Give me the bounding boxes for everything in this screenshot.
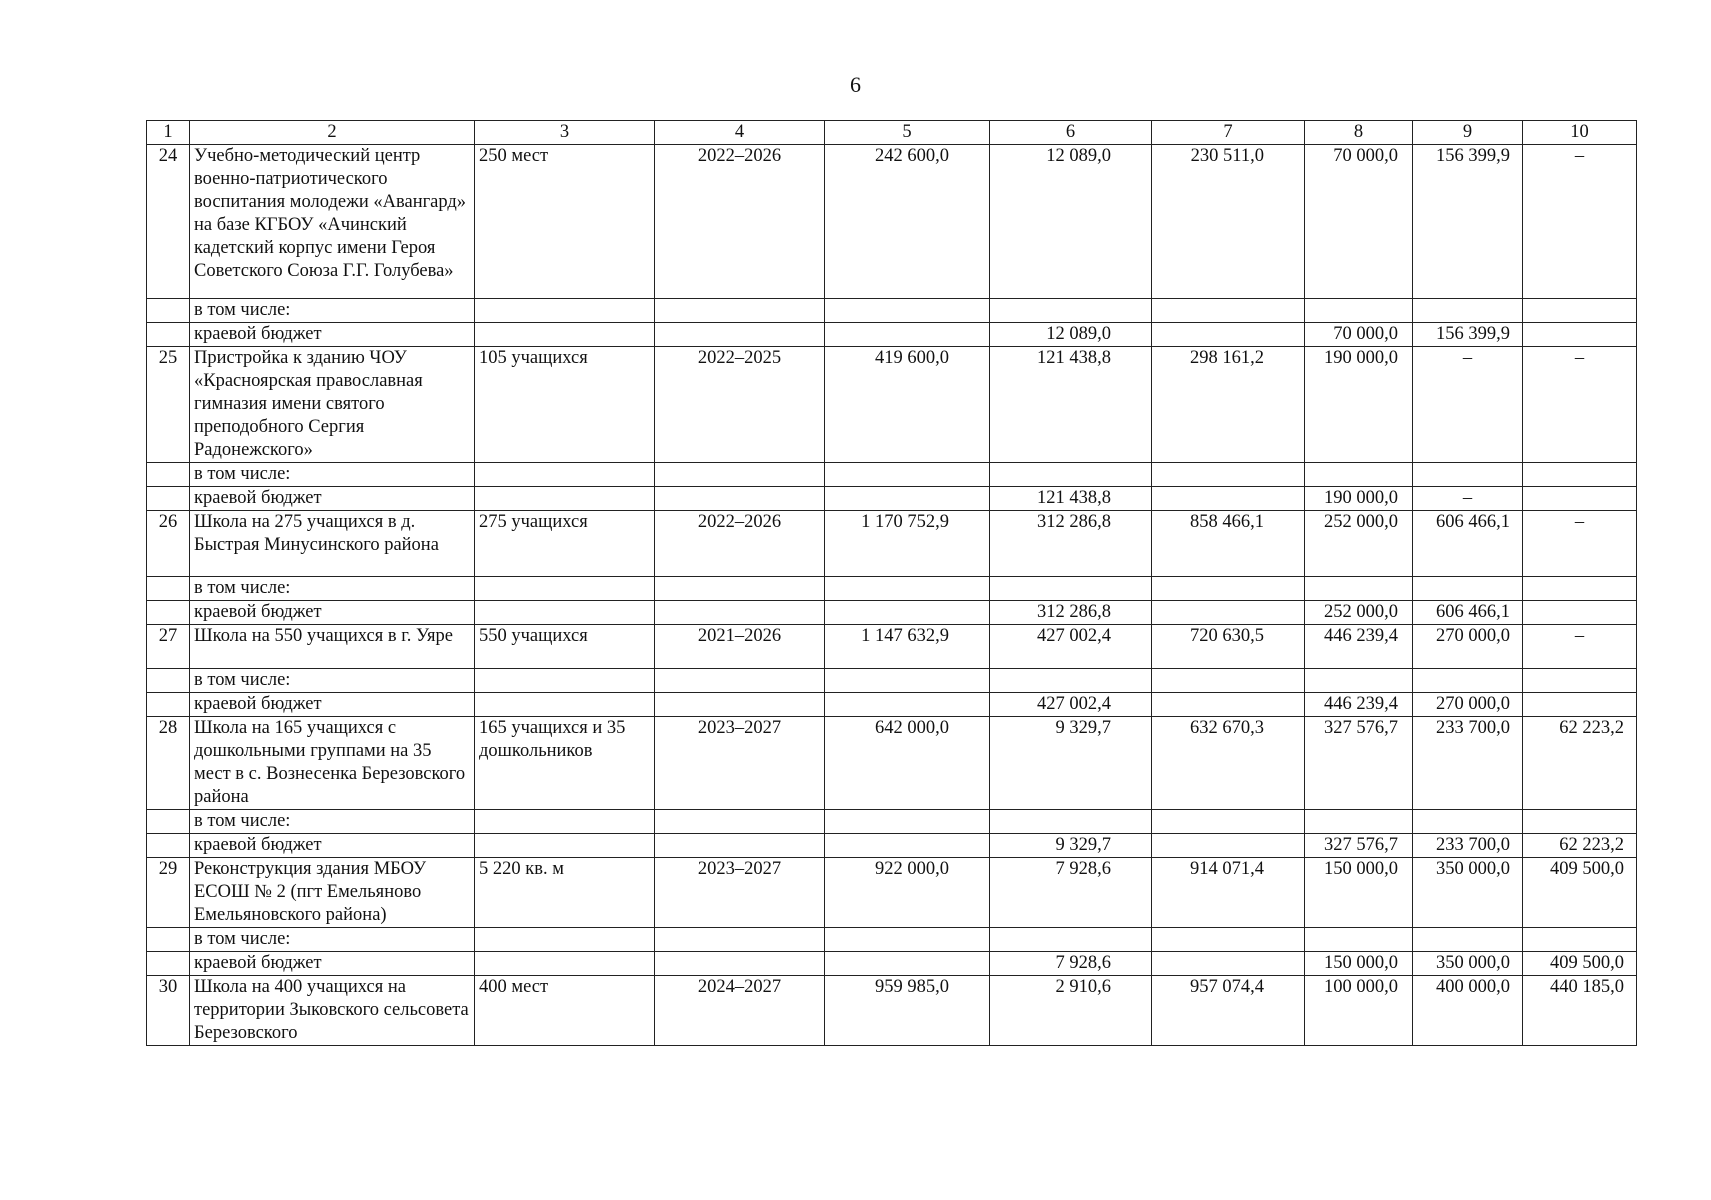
empty-cell: [990, 810, 1152, 834]
project-name: Реконструкция здания МБОУ ЕСОШ № 2 (пгт Емельяново Емельяновского района): [190, 858, 475, 928]
regional-budget-row: [147, 601, 1637, 625]
value-col9: 606 466,1: [1413, 511, 1523, 577]
regional-col9: –: [1413, 487, 1523, 511]
project-capacity: 250 мест: [475, 145, 655, 299]
empty-cell: [147, 928, 190, 952]
empty-cell: [1413, 463, 1523, 487]
column-header: 3: [475, 121, 655, 145]
empty-cell: [147, 810, 190, 834]
regional-budget-row: [147, 487, 1637, 511]
empty-cell: [825, 928, 990, 952]
empty-cell: [1152, 952, 1305, 976]
regional-col10: [1523, 693, 1637, 717]
empty-cell: [655, 487, 825, 511]
empty-cell: [147, 463, 190, 487]
empty-cell: [1305, 928, 1413, 952]
empty-cell: [825, 487, 990, 511]
empty-cell: [825, 323, 990, 347]
column-header: 5: [825, 121, 990, 145]
value-col10: –: [1523, 625, 1637, 669]
empty-cell: [1152, 928, 1305, 952]
empty-cell: [475, 952, 655, 976]
value-col10: –: [1523, 511, 1637, 577]
value-col10: –: [1523, 145, 1637, 299]
regional-col10: 62 223,2: [1523, 834, 1637, 858]
regional-col9: 606 466,1: [1413, 601, 1523, 625]
value-col9: 350 000,0: [1413, 858, 1523, 928]
empty-cell: [825, 834, 990, 858]
project-capacity: 400 мест: [475, 976, 655, 1046]
value-col10: 62 223,2: [1523, 717, 1637, 810]
project-period: 2023–2027: [655, 858, 825, 928]
empty-cell: [655, 323, 825, 347]
value-col8: 150 000,0: [1305, 858, 1413, 928]
regional-col10: [1523, 601, 1637, 625]
empty-cell: [1523, 463, 1637, 487]
including-label: в том числе:: [190, 810, 475, 834]
column-header: 2: [190, 121, 475, 145]
project-name: Школа на 275 учащихся в д. Быстрая Минусинского района: [190, 511, 475, 577]
project-period: 2022–2026: [655, 511, 825, 577]
value-col6: 427 002,4: [990, 625, 1152, 669]
project-capacity: 105 учащихся: [475, 347, 655, 463]
empty-cell: [147, 693, 190, 717]
empty-cell: [1523, 577, 1637, 601]
empty-cell: [825, 810, 990, 834]
empty-cell: [1523, 928, 1637, 952]
value-col8: 327 576,7: [1305, 717, 1413, 810]
value-col10: 440 185,0: [1523, 976, 1637, 1046]
project-period: 2022–2026: [655, 145, 825, 299]
value-col6: 7 928,6: [990, 858, 1152, 928]
project-name: Школа на 165 учащихся с дошкольными группами на 35 мест в с. Вознесенка Березовского района: [190, 717, 475, 810]
capital-projects-table: [146, 120, 1637, 1046]
regional-budget-label: краевой бюджет: [190, 323, 475, 347]
project-name: Пристройка к зданию ЧОУ «Красноярская православная гимназия имени святого преподобного Сергия Радонежского»: [190, 347, 475, 463]
table-row: [147, 511, 1637, 577]
empty-cell: [990, 669, 1152, 693]
project-period: 2024–2027: [655, 976, 825, 1046]
value-col7: 632 670,3: [1152, 717, 1305, 810]
empty-cell: [655, 577, 825, 601]
empty-cell: [1413, 810, 1523, 834]
table-row: [147, 717, 1637, 810]
including-label: в том числе:: [190, 299, 475, 323]
empty-cell: [1413, 299, 1523, 323]
regional-col6: 312 286,8: [990, 601, 1152, 625]
empty-cell: [1523, 669, 1637, 693]
empty-cell: [990, 928, 1152, 952]
empty-cell: [655, 601, 825, 625]
empty-cell: [147, 601, 190, 625]
table-row: [147, 976, 1637, 1046]
value-col7: 230 511,0: [1152, 145, 1305, 299]
project-capacity: 275 учащихся: [475, 511, 655, 577]
including-label: в том числе:: [190, 463, 475, 487]
table-row: [147, 347, 1637, 463]
regional-budget-row: [147, 952, 1637, 976]
total-cost: 242 600,0: [825, 145, 990, 299]
table-row: [147, 858, 1637, 928]
including-label: в том числе:: [190, 669, 475, 693]
regional-budget-row: [147, 323, 1637, 347]
project-period: 2023–2027: [655, 717, 825, 810]
project-name: Школа на 400 учащихся на территории Зыковского сельсовета Березовского: [190, 976, 475, 1046]
row-number: 24: [147, 145, 190, 299]
empty-cell: [655, 669, 825, 693]
row-number: 30: [147, 976, 190, 1046]
empty-cell: [475, 669, 655, 693]
regional-col6: 121 438,8: [990, 487, 1152, 511]
row-number: 25: [147, 347, 190, 463]
empty-cell: [1305, 577, 1413, 601]
value-col8: 70 000,0: [1305, 145, 1413, 299]
empty-cell: [1152, 693, 1305, 717]
project-period: 2022–2025: [655, 347, 825, 463]
row-number: 26: [147, 511, 190, 577]
value-col7: 858 466,1: [1152, 511, 1305, 577]
empty-cell: [825, 601, 990, 625]
value-col6: 9 329,7: [990, 717, 1152, 810]
column-header: 10: [1523, 121, 1637, 145]
value-col6: 12 089,0: [990, 145, 1152, 299]
value-col7: 720 630,5: [1152, 625, 1305, 669]
empty-cell: [1413, 669, 1523, 693]
empty-cell: [825, 463, 990, 487]
regional-budget-row: [147, 693, 1637, 717]
empty-cell: [147, 577, 190, 601]
empty-cell: [1152, 463, 1305, 487]
empty-cell: [147, 952, 190, 976]
empty-cell: [475, 323, 655, 347]
regional-col10: [1523, 323, 1637, 347]
including-label: в том числе:: [190, 577, 475, 601]
empty-cell: [1305, 299, 1413, 323]
row-number: 29: [147, 858, 190, 928]
regional-col6: 12 089,0: [990, 323, 1152, 347]
empty-cell: [475, 834, 655, 858]
empty-cell: [1152, 601, 1305, 625]
empty-cell: [147, 834, 190, 858]
regional-col6: 7 928,6: [990, 952, 1152, 976]
value-col9: 270 000,0: [1413, 625, 1523, 669]
empty-cell: [655, 299, 825, 323]
empty-cell: [1523, 810, 1637, 834]
value-col6: 121 438,8: [990, 347, 1152, 463]
value-col9: 233 700,0: [1413, 717, 1523, 810]
value-col9: 156 399,9: [1413, 145, 1523, 299]
empty-cell: [655, 928, 825, 952]
row-number: 28: [147, 717, 190, 810]
empty-cell: [1523, 299, 1637, 323]
empty-cell: [1152, 299, 1305, 323]
regional-col8: 150 000,0: [1305, 952, 1413, 976]
empty-cell: [1152, 669, 1305, 693]
empty-cell: [655, 952, 825, 976]
empty-cell: [655, 693, 825, 717]
empty-cell: [1413, 577, 1523, 601]
project-capacity: 550 учащихся: [475, 625, 655, 669]
empty-cell: [147, 323, 190, 347]
regional-col9: 350 000,0: [1413, 952, 1523, 976]
empty-cell: [825, 952, 990, 976]
value-col9: 400 000,0: [1413, 976, 1523, 1046]
value-col8: 446 239,4: [1305, 625, 1413, 669]
page-number: 6: [850, 72, 861, 97]
empty-cell: [1305, 810, 1413, 834]
value-col8: 252 000,0: [1305, 511, 1413, 577]
empty-cell: [475, 693, 655, 717]
regional-col8: 446 239,4: [1305, 693, 1413, 717]
total-cost: 1 147 632,9: [825, 625, 990, 669]
regional-budget-label: краевой бюджет: [190, 487, 475, 511]
including-label: в том числе:: [190, 928, 475, 952]
regional-col8: 190 000,0: [1305, 487, 1413, 511]
empty-cell: [475, 487, 655, 511]
value-col7: 298 161,2: [1152, 347, 1305, 463]
project-name: Школа на 550 учащихся в г. Уяре: [190, 625, 475, 669]
total-cost: 959 985,0: [825, 976, 990, 1046]
empty-cell: [475, 928, 655, 952]
value-col10: 409 500,0: [1523, 858, 1637, 928]
empty-cell: [147, 299, 190, 323]
total-cost: 419 600,0: [825, 347, 990, 463]
empty-cell: [475, 463, 655, 487]
empty-cell: [1305, 669, 1413, 693]
project-name: Учебно-методический центр военно-патриотического воспитания молодежи «Авангард» на базе КГБОУ «Ачинский кадетский корпус имени Героя Советского Союза Г.Г. Голубева»: [190, 145, 475, 299]
value-col7: 914 071,4: [1152, 858, 1305, 928]
project-capacity: 5 220 кв. м: [475, 858, 655, 928]
regional-budget-label: краевой бюджет: [190, 693, 475, 717]
column-header: 1: [147, 121, 190, 145]
empty-cell: [825, 669, 990, 693]
regional-budget-label: краевой бюджет: [190, 952, 475, 976]
regional-col8: 327 576,7: [1305, 834, 1413, 858]
empty-cell: [1152, 323, 1305, 347]
subtotal-label-row: [147, 299, 1637, 323]
subtotal-label-row: [147, 669, 1637, 693]
empty-cell: [1152, 810, 1305, 834]
regional-budget-label: краевой бюджет: [190, 834, 475, 858]
subtotal-label-row: [147, 810, 1637, 834]
column-header: 4: [655, 121, 825, 145]
empty-cell: [475, 810, 655, 834]
regional-col6: 427 002,4: [990, 693, 1152, 717]
total-cost: 1 170 752,9: [825, 511, 990, 577]
table-row: [147, 625, 1637, 669]
empty-cell: [1413, 928, 1523, 952]
row-number: 27: [147, 625, 190, 669]
project-capacity: 165 учащихся и 35 дошкольников: [475, 717, 655, 810]
total-cost: 922 000,0: [825, 858, 990, 928]
project-period: 2021–2026: [655, 625, 825, 669]
empty-cell: [990, 577, 1152, 601]
table-row: [147, 145, 1637, 299]
value-col9: –: [1413, 347, 1523, 463]
value-col10: –: [1523, 347, 1637, 463]
value-col8: 100 000,0: [1305, 976, 1413, 1046]
subtotal-label-row: [147, 928, 1637, 952]
column-header: 9: [1413, 121, 1523, 145]
column-header: 7: [1152, 121, 1305, 145]
empty-cell: [1305, 463, 1413, 487]
regional-budget-label: краевой бюджет: [190, 601, 475, 625]
value-col8: 190 000,0: [1305, 347, 1413, 463]
column-header: 6: [990, 121, 1152, 145]
regional-col9: 270 000,0: [1413, 693, 1523, 717]
subtotal-label-row: [147, 463, 1637, 487]
value-col6: 2 910,6: [990, 976, 1152, 1046]
column-header: 8: [1305, 121, 1413, 145]
regional-col10: 409 500,0: [1523, 952, 1637, 976]
empty-cell: [825, 693, 990, 717]
empty-cell: [475, 299, 655, 323]
empty-cell: [825, 577, 990, 601]
column-number-row: [147, 121, 1637, 145]
empty-cell: [147, 669, 190, 693]
value-col6: 312 286,8: [990, 511, 1152, 577]
subtotal-label-row: [147, 577, 1637, 601]
empty-cell: [475, 577, 655, 601]
total-cost: 642 000,0: [825, 717, 990, 810]
empty-cell: [1152, 487, 1305, 511]
empty-cell: [990, 299, 1152, 323]
regional-col8: 252 000,0: [1305, 601, 1413, 625]
empty-cell: [1152, 577, 1305, 601]
regional-col8: 70 000,0: [1305, 323, 1413, 347]
value-col7: 957 074,4: [1152, 976, 1305, 1046]
empty-cell: [147, 487, 190, 511]
empty-cell: [825, 299, 990, 323]
regional-col10: [1523, 487, 1637, 511]
empty-cell: [655, 810, 825, 834]
empty-cell: [990, 463, 1152, 487]
empty-cell: [475, 601, 655, 625]
regional-col9: 156 399,9: [1413, 323, 1523, 347]
empty-cell: [655, 834, 825, 858]
regional-col9: 233 700,0: [1413, 834, 1523, 858]
empty-cell: [655, 463, 825, 487]
regional-col6: 9 329,7: [990, 834, 1152, 858]
empty-cell: [1152, 834, 1305, 858]
regional-budget-row: [147, 834, 1637, 858]
